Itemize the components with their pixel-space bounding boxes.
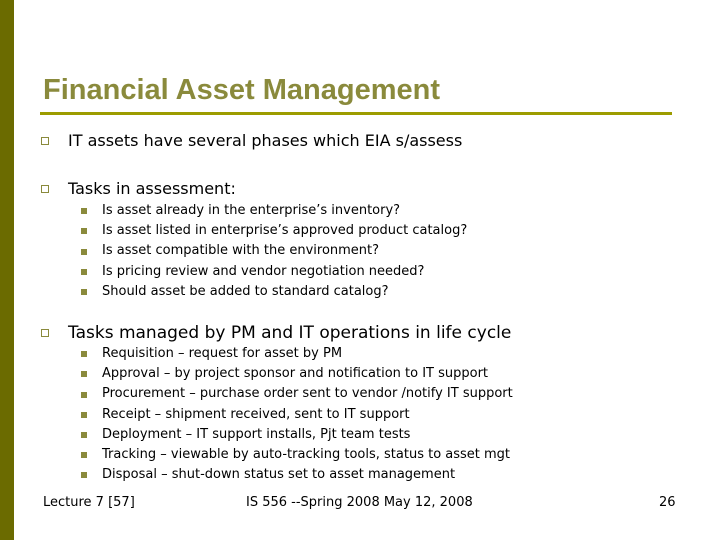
hollow-square-icon (41, 137, 49, 145)
hollow-square-icon (41, 185, 49, 193)
sub-item-text: Approval – by project sponsor and notification to IT support (102, 366, 489, 382)
bullet-item (41, 179, 236, 198)
footer-lecture: Lecture 7 [57] (43, 495, 135, 510)
sub-list-item (81, 282, 467, 302)
title-underline (40, 112, 672, 115)
bullet-text: IT assets have several phases which EIA s/assess (68, 131, 463, 150)
bullet-item (41, 131, 462, 150)
filled-square-icon (81, 472, 87, 478)
sub-item-text: Procurement – purchase order sent to vendor /notify IT support (102, 386, 513, 402)
sub-item-text: Is asset already in the enterprise’s inventory? (102, 203, 401, 218)
sub-list-item (81, 425, 513, 445)
hollow-square-icon (41, 329, 49, 337)
sub-list-item (81, 262, 467, 282)
sub-item-text: Deployment – IT support installs, Pjt team tests (102, 426, 411, 442)
sub-item-text: Disposal – shut-down status set to asset management (102, 467, 456, 483)
filled-square-icon (81, 452, 87, 458)
sub-list-item (81, 344, 513, 364)
sub-item-text: Is asset compatible with the environment? (102, 243, 380, 259)
sub-list-item (81, 445, 513, 465)
filled-square-icon (81, 371, 87, 377)
footer-course-date: IS 556 --Spring 2008 May 12, 2008 (246, 495, 473, 510)
sub-list-item (81, 465, 513, 485)
slide-title: Financial Asset Management (43, 74, 440, 106)
sub-item-text: Receipt – shipment received, sent to IT support (102, 406, 410, 422)
filled-square-icon (81, 392, 87, 398)
filled-square-icon (81, 208, 87, 214)
sub-list-item (81, 364, 513, 384)
sub-list-item (81, 221, 467, 241)
sub-list-item (81, 405, 513, 425)
sub-list-item (81, 241, 467, 261)
sub-item-text: Tracking – viewable by auto-tracking tools, status to asset mgt (102, 447, 511, 463)
sub-list-lifecycle (81, 344, 513, 485)
filled-square-icon (81, 228, 87, 234)
filled-square-icon (81, 269, 87, 275)
filled-square-icon (81, 412, 87, 418)
sub-list-item (81, 384, 513, 404)
sub-item-text: Is asset listed in enterprise’s approved product catalog? (102, 223, 468, 239)
side-accent-bar (0, 0, 14, 540)
bullet-text: Tasks managed by PM and IT operations in life cycle (68, 323, 512, 343)
filled-square-icon (81, 432, 87, 438)
page-number: 26 (659, 495, 676, 510)
sub-item-text: Is pricing review and vendor negotiation needed? (102, 263, 425, 279)
sub-list-item (81, 201, 467, 221)
sub-item-text: Should asset be added to standard catalog? (102, 283, 389, 299)
filled-square-icon (81, 249, 87, 255)
sub-list-assessment (81, 201, 467, 302)
bullet-text: Tasks in assessment: (68, 179, 236, 198)
filled-square-icon (81, 289, 87, 295)
sub-item-text: Requisition – request for asset by PM (102, 346, 343, 361)
bullet-item (41, 323, 511, 343)
filled-square-icon (81, 351, 87, 357)
